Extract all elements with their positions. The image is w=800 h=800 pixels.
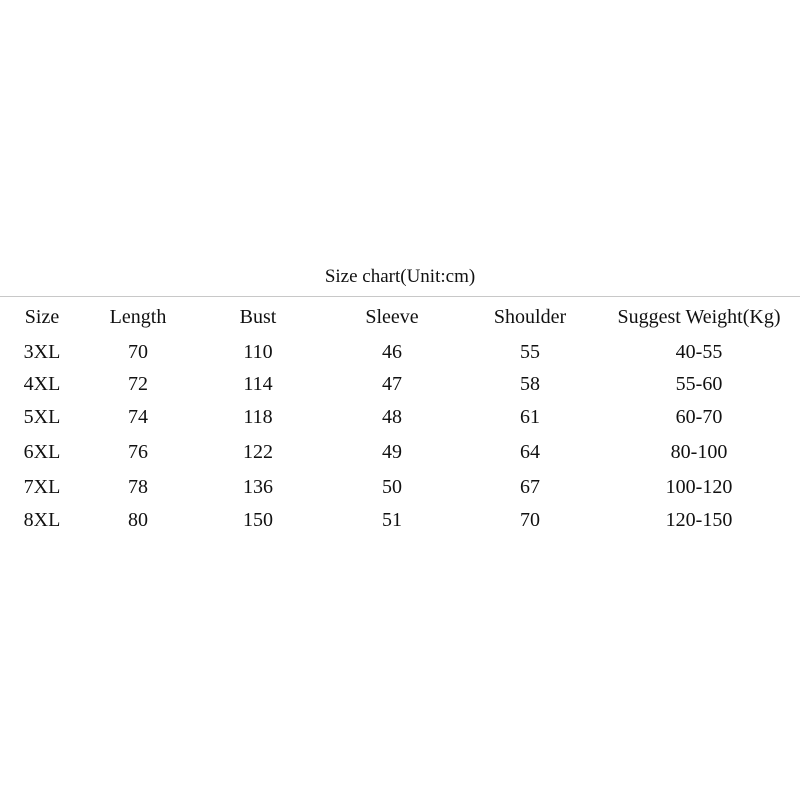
cell-size: 3XL — [23, 341, 61, 363]
cell-size: 6XL — [23, 441, 61, 463]
title-divider — [0, 296, 800, 297]
cell-suggest-weight: 80-100 — [670, 441, 728, 463]
header-sleeve: Sleeve — [365, 306, 419, 328]
cell-length: 74 — [128, 406, 148, 428]
cell-suggest-weight: 60-70 — [675, 406, 723, 428]
cell-suggest-weight: 100-120 — [665, 476, 733, 498]
cell-sleeve: 51 — [382, 509, 402, 531]
cell-shoulder: 55 — [520, 341, 540, 363]
cell-length: 80 — [128, 509, 148, 531]
cell-shoulder: 61 — [520, 406, 540, 428]
cell-size: 5XL — [23, 406, 61, 428]
cell-bust: 114 — [243, 373, 273, 395]
cell-length: 76 — [128, 441, 148, 463]
cell-suggest-weight: 40-55 — [675, 341, 723, 363]
cell-shoulder: 67 — [520, 476, 540, 498]
cell-size: 8XL — [23, 509, 61, 531]
header-length: Length — [109, 306, 167, 328]
cell-size: 4XL — [23, 373, 61, 395]
cell-length: 72 — [128, 373, 148, 395]
cell-bust: 118 — [243, 406, 273, 428]
cell-suggest-weight: 55-60 — [675, 373, 723, 395]
cell-bust: 122 — [243, 441, 273, 463]
header-bust: Bust — [239, 306, 277, 328]
size-chart-title: Size chart(Unit:cm) — [324, 266, 476, 287]
cell-sleeve: 47 — [382, 373, 402, 395]
cell-sleeve: 49 — [382, 441, 402, 463]
cell-length: 78 — [128, 476, 148, 498]
cell-shoulder: 70 — [520, 509, 540, 531]
header-shoulder: Shoulder — [493, 306, 567, 328]
cell-sleeve: 46 — [382, 341, 402, 363]
cell-size: 7XL — [23, 476, 61, 498]
cell-suggest-weight: 120-150 — [665, 509, 733, 531]
header-size: Size — [24, 306, 60, 328]
cell-bust: 110 — [243, 341, 273, 363]
header-suggest-weight: Suggest Weight(Kg) — [617, 306, 781, 328]
cell-bust: 136 — [243, 476, 273, 498]
cell-length: 70 — [128, 341, 148, 363]
cell-shoulder: 58 — [520, 373, 540, 395]
cell-shoulder: 64 — [520, 441, 540, 463]
cell-sleeve: 50 — [382, 476, 402, 498]
cell-sleeve: 48 — [382, 406, 402, 428]
cell-bust: 150 — [243, 509, 273, 531]
